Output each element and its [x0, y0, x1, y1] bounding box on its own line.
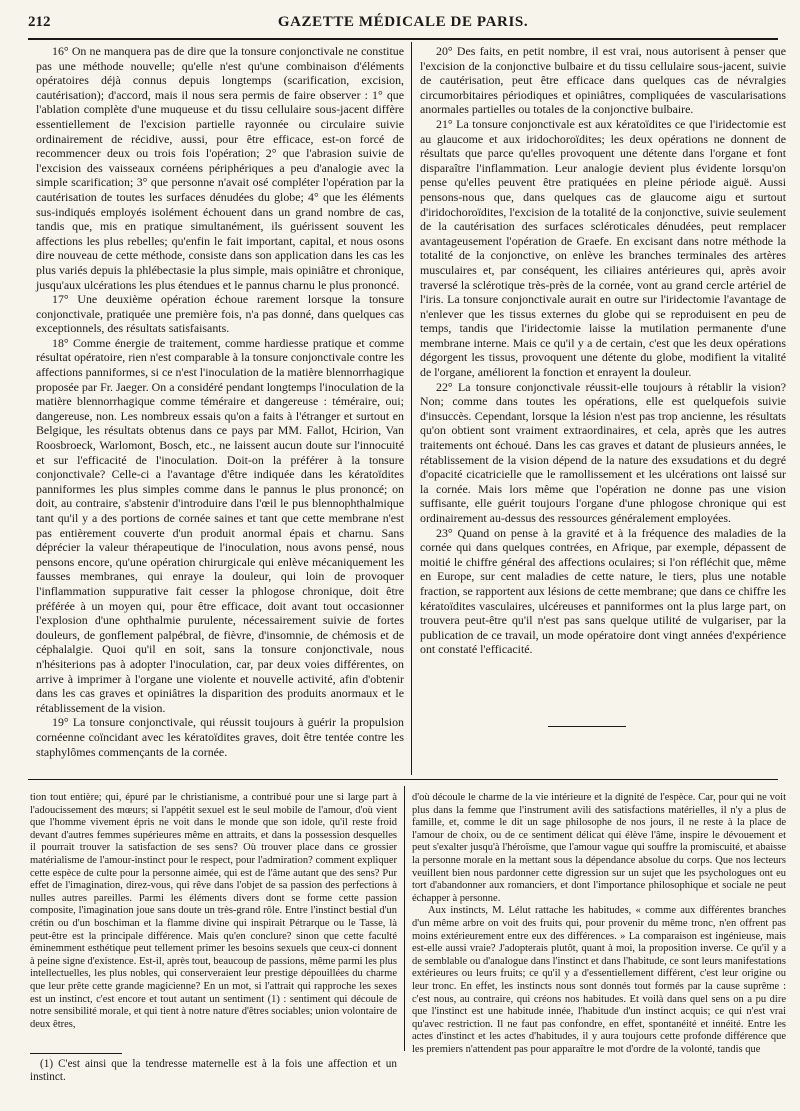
column-divider-top — [411, 42, 412, 775]
paragraph-23: 23° Quand on pense à la gravité et à la fréquence des maladies de la cornée qui dans quelques contrées, en Afrique, par exemple, dépassent de moitié le chiffre général des affections oculaires; si l'on réfléchit que, même en Europe, sur cent maladies de cette nature, le tiers, plus une notable fraction, se rapportent aux lésions de cette membrane; que dans ce chiffre les kératoïdites vasculaires, ulcéreuses et panniformes ont la plus large part, on trouvera peut-être qu'il n'est pas sans quelque utilité de vulgariser, par la publication de ce travail, un mode opératoire dont vingt années d'expérience ont constaté l'efficacité. — [420, 525, 786, 657]
page-header — [28, 14, 778, 36]
top-right-column — [420, 44, 786, 657]
paragraph-18: 18° Comme énergie de traitement, comme hardiesse pratique et comme résultat opératoire, rien n'est comparable à la tonsure conjonctivale contre les affections panniformes, si ce n'est l'inoculation de la matière blennorrhagique proposée par Fr. Jaeger. On a considéré pendant longtemps l'inoculation de la matière blennorrhagique comme téméraire et dangereuse : téméraire, oui; dangereuse, non. Les nombreux essais qu'on a faits à l'étranger et surtout en Belgique, les résultats obtenus dans ce pays par MM. Fallot, Hcirion, Van Roosbroeck, Warlomont, Bosch, etc., ne laissent aucun doute sur l'innocuité et sur l'efficacité de l'inoculation. Doit-on la préférer à la tonsure conjonctivale? Celle-ci a l'avantage d'être indiquée dans les kératoïdites panniformes les plus simples comme dans le pannus le plus prononcé; on doit, au contraire, s'abstenir d'introduire dans l'œil le pus blennophthalmique tant qu'il y a des portions de cornée saines et tant que cette membrane n'est pas entièrement couverte d'un produit anormal épais et charnu. Sans déprécier la valeur thérapeutique de l'inoculation, nous avons pensé, nous pensons encore, qu'une opération chirurgicale qui enlève mécaniquement les fausses membranes, qui enraye la douleur, qui loin de provoquer l'inflammation suppurative fait cesser la phlogose chronique, doit être préférée à un moyen qui, pour être efficace, doit avant tout occasionner l'explosion d'une ophthalmie purulente, nécessairement suivie de fortes douleurs, de gonflement palpébral, de fièvre, d'insomnie, de chémosis et de céphalalgie. Quoi qu'il en soit, sans la tonsure conjonctivale, nous n'hésiterions pas à adopter l'inoculation, car, par deux voies différentes, on arrive à imprimer à l'organe une violente et nouvelle activité, afin d'obtenir dans les cas graves et opiniâtres la disparition des produits anormaux et le rétablissement de la vision. — [36, 335, 404, 715]
footnote-rule — [30, 1053, 122, 1054]
journal-title: GAZETTE MÉDICALE DE PARIS. — [277, 14, 529, 30]
feuilleton-right-column — [412, 792, 786, 1056]
feuilleton-separator — [28, 779, 778, 780]
feuilleton-paragraph: tion tout entière; qui, épuré par le christianisme, a contribué pour une si large part à l'adoucissement des mœurs; si l'appétit sexuel est le seul mobile de l'amour, d'où vient que l'homme vivement épris ne voit dans le monde que son idole, qu'il reste froid devant d'autres femmes supérieures même en attraits, et dans la possession desquelles il pourrait trouver la satisfaction de ses sens? Où trouver place dans ce grossier matérialisme de l'amour-instinct pour le respect, pour l'admiration? comment expliquer cette espèce de culte pour la personne aimée, qui est de l'âme autant que des sens? Pur effet de l'imagination, direz-vous, qui rêve dans l'objet de sa passion des perfections à nulles autres pareilles. Parmi les éléments divers dont se forme cette passion composite, l'imagination joue sans doute un très-grand rôle. Entre l'instinct bestial d'un crétin ou d'un boschiman et la flamme divine qui inspirait Pétrarque ou le Tasse, là peut-être est la principale différence. Mais qu'en conclure? sinon que cette faculté éminemment esthétique peut tellement primer les besoins sexuels que ceux-ci donnent à peine signe d'existence. Est-il, après tout, beaucoup de passions, même parmi les plus intellectuelles, les plus nobles, qui conserveraient leur prestige dépouillées du charme que leur prête cette grande magicienne? En un mot, si l'attrait qui rapproche les sexes est un instinct, c'est encore et tout autant un sentiment (1) : sentiment qui découle de notre sensibilité morale, et qui tient à notre nature d'êtres sociables; union volontaire de deux êtres, — [30, 792, 397, 1030]
footnote-text: (1) C'est ainsi que la tendresse maternelle est à la fois une affection et un instinct. — [30, 1058, 397, 1084]
page-number: 212 — [28, 14, 51, 30]
paragraph-22: 22° La tonsure conjonctivale réussit-elle toujours à rétablir la vision? Non; comme dans toutes les opérations, elle est quelquefois suivie d'insuccès. Cependant, lorsque la lésion n'est pas trop ancienne, les résultats qu'on obtient sont vraiment extraordinaires, et cela, après que les autres traitements ont échoué. Dans les cas graves et datant de plusieurs années, le rétablissement de la vision dépend de la nature des exsudations et du degré d'opacité cicatricielle que le ramollissement et les ulcérations ont laissé sur la cornée. Mais lors même que l'opération ne donne pas une vision suffisante, elle guérit toujours l'organe d'une phlogose chronique qui est ordinairement au-dessus des ressources généralement employées. — [420, 379, 786, 525]
paragraph-17: 17° Une deuxième opération échoue rarement lorsque la tonsure conjonctivale, pratiquée une première fois, n'a pas donné, dans quelques cas exceptionnels, des résultats satisfaisants. — [36, 292, 404, 336]
paragraph-16: 16° On ne manquera pas de dire que la tonsure conjonctivale ne constitue pas une méthode nouvelle; qu'elle n'est qu'une combinaison d'éléments opératoires déjà connus depuis longtemps (scarification, excision, cautérisation); d'accord, mais il nous sera permis de faire observer : 1° que l'ablation complète d'une muqueuse et du tissu cellulaire sous-jacent diffère essentiellement de l'excision partielle rayonnée ou circulaire suivie ordinairement de récidive, aussi, pour être efficace, est-on forcé de recommencer deux ou trois fois l'opération; 2° que l'abrasion suivie de l'excision des vaisseaux cornéens périphériques a peu d'analogie avec la simple scarification; 3° que personne n'avait osé compléter l'opération par la cautérisation de toutes les surfaces dénudées du globe; 4° que les éléments sus-indiqués employés isolément échouent dans un grand nombre de cas, tandis que, mis en pratique simultanément, ils guérissent souvent les affections les plus rebelles; qu'enfin le fait important, capital, et nous osons dire nouveau de cette méthode, consiste dans son application dans les cas les plus variés depuis la phlébectasie la plus simple, mais opiniâtre et chronique, jusqu'aux ulcérations les plus étendues et le pannus charnu le plus prononcé. — [36, 44, 404, 292]
paragraph-20: 20° Des faits, en petit nombre, il est vrai, nous autorisent à penser que l'excision de la conjonctive bulbaire et du tissu cellulaire sous-jacent, suivie de cautérisation, peut être efficace dans quelques cas de névralgies circumorbitaires périodiques et opiniâtres, compliquées de vascularisations anormales partielles ou totales de la conjonctive bulbaire. — [420, 44, 786, 117]
top-left-column — [36, 44, 404, 759]
header-rule — [28, 38, 778, 40]
paragraph-19: 19° La tonsure conjonctivale, qui réussit toujours à guérir la propulsion cornéenne coïncidant avec les kératoïdites graves, doit être tentée contre les staphylômes commençants de la cornée. — [36, 715, 404, 759]
column-divider-bottom — [404, 786, 405, 1051]
paragraph-21: 21° La tonsure conjonctivale est aux kératoïdites ce que l'iridectomie est au glaucome et aux iridochoroïdites; les deux opérations ne donnent de résultats que parce qu'elles provoquent une détente dans l'organe et font disparaître l'inflammation. Leur analogie devient plus évidente lorsqu'on pense qu'elles peuvent être pratiquées en pleine période aiguë. Aussi pensons-nous que, dans quelques cas de glaucome aigu et surtout d'iridochoroïdites, l'excision de la totalité de la conjonctive, suivie seulement de la cautérisation des surfaces scléroticales dénudées, peut remplacer avantageusement l'opération de Graefe. En excisant dans notre méthode la totalité de la conjonctive, on enlève les branches terminales des artères musculaires et, par conséquent, les ciliaires antérieures qui, après avoir traversé la sclérotique très-près de la cornée, vont au grand cercle artériel de l'iris. La tonsure conjonctivale aurait en outre sur l'iridectomie l'avantage de n'enlever que les tissus externes du globe qui se reproduisent en peu de temps, tandis que l'iridectomie laisse la mutilation permanente d'une membrane interne. Mais ce qu'il y a de certain, c'est que les deux opérations dégorgent les tissus, provoquent une détente du globe, modifient la vitalité de l'organe, améliorent la fonction et enrayent la douleur. — [420, 116, 786, 380]
feuilleton-paragraph: d'où découle le charme de la vie intérieure et la dignité de l'espèce. Car, pour qui ne voit plus dans la femme que l'instrument avili des satisfactions matérielles, il n'y a plus de famille, et, comme le dit un sage philosophe de nos jours, il ne reste à la place de l'amour de choix, ou de ce sentiment délicat qui élève l'âme, inspire le dévouement et peut s'exalter jusqu'à l'héroïsme, que l'amour vague qui souffre la promiscuité, et abaisse la personne morale en la mettant sous la dépendance absolue du corps. Que nos lecteurs veuillent bien nous pardonner cette digression sur un sujet que les psychologues ont eu tort d'abandonner aux romanciers, et dont l'importance philosophique et sociale ne peut échapper à personne. — [412, 792, 786, 904]
article-end-rule — [548, 726, 626, 727]
footnote — [30, 1058, 397, 1085]
feuilleton-left-column — [30, 792, 397, 1031]
feuilleton-paragraph: Aux instincts, M. Lélut rattache les habitudes, « comme aux différentes branches d'un même arbre on voit des fruits qui, pour provenir du même tronc, n'en offrent pas moins extérieurement entre eux des différences. » La comparaison est ingénieuse, mais est-elle aussi vraie? J'adopterais plutôt, quant à moi, la proposition inverse. Ce qu'il y a de semblable ou d'analogue dans l'instinct et dans l'habitude, ce sont leurs manifestations extérieures ou leurs fruits; ce qu'il y a d'essentiellement différent, c'est leur origine ou leur tronc. En effet, les instincts nous sont donnés tout formés par la cause suprême : c'est nous, au contraire, qui créons nos habitudes. Et voilà dans quel sens on a pu dire que l'instinct est une habitude innée, l'habitude d'un instinct acquis; ce qui n'est vrai qu'avec restriction. Il ne faut pas confondre, en effet, spontanéité et innéité. Entre les actes d'instinct et les actes d'habitudes, il y aura toujours cette profonde différence que les premiers n'attendent pas pour apparaître le mot d'ordre de la volonté, tandis que — [412, 905, 786, 1055]
